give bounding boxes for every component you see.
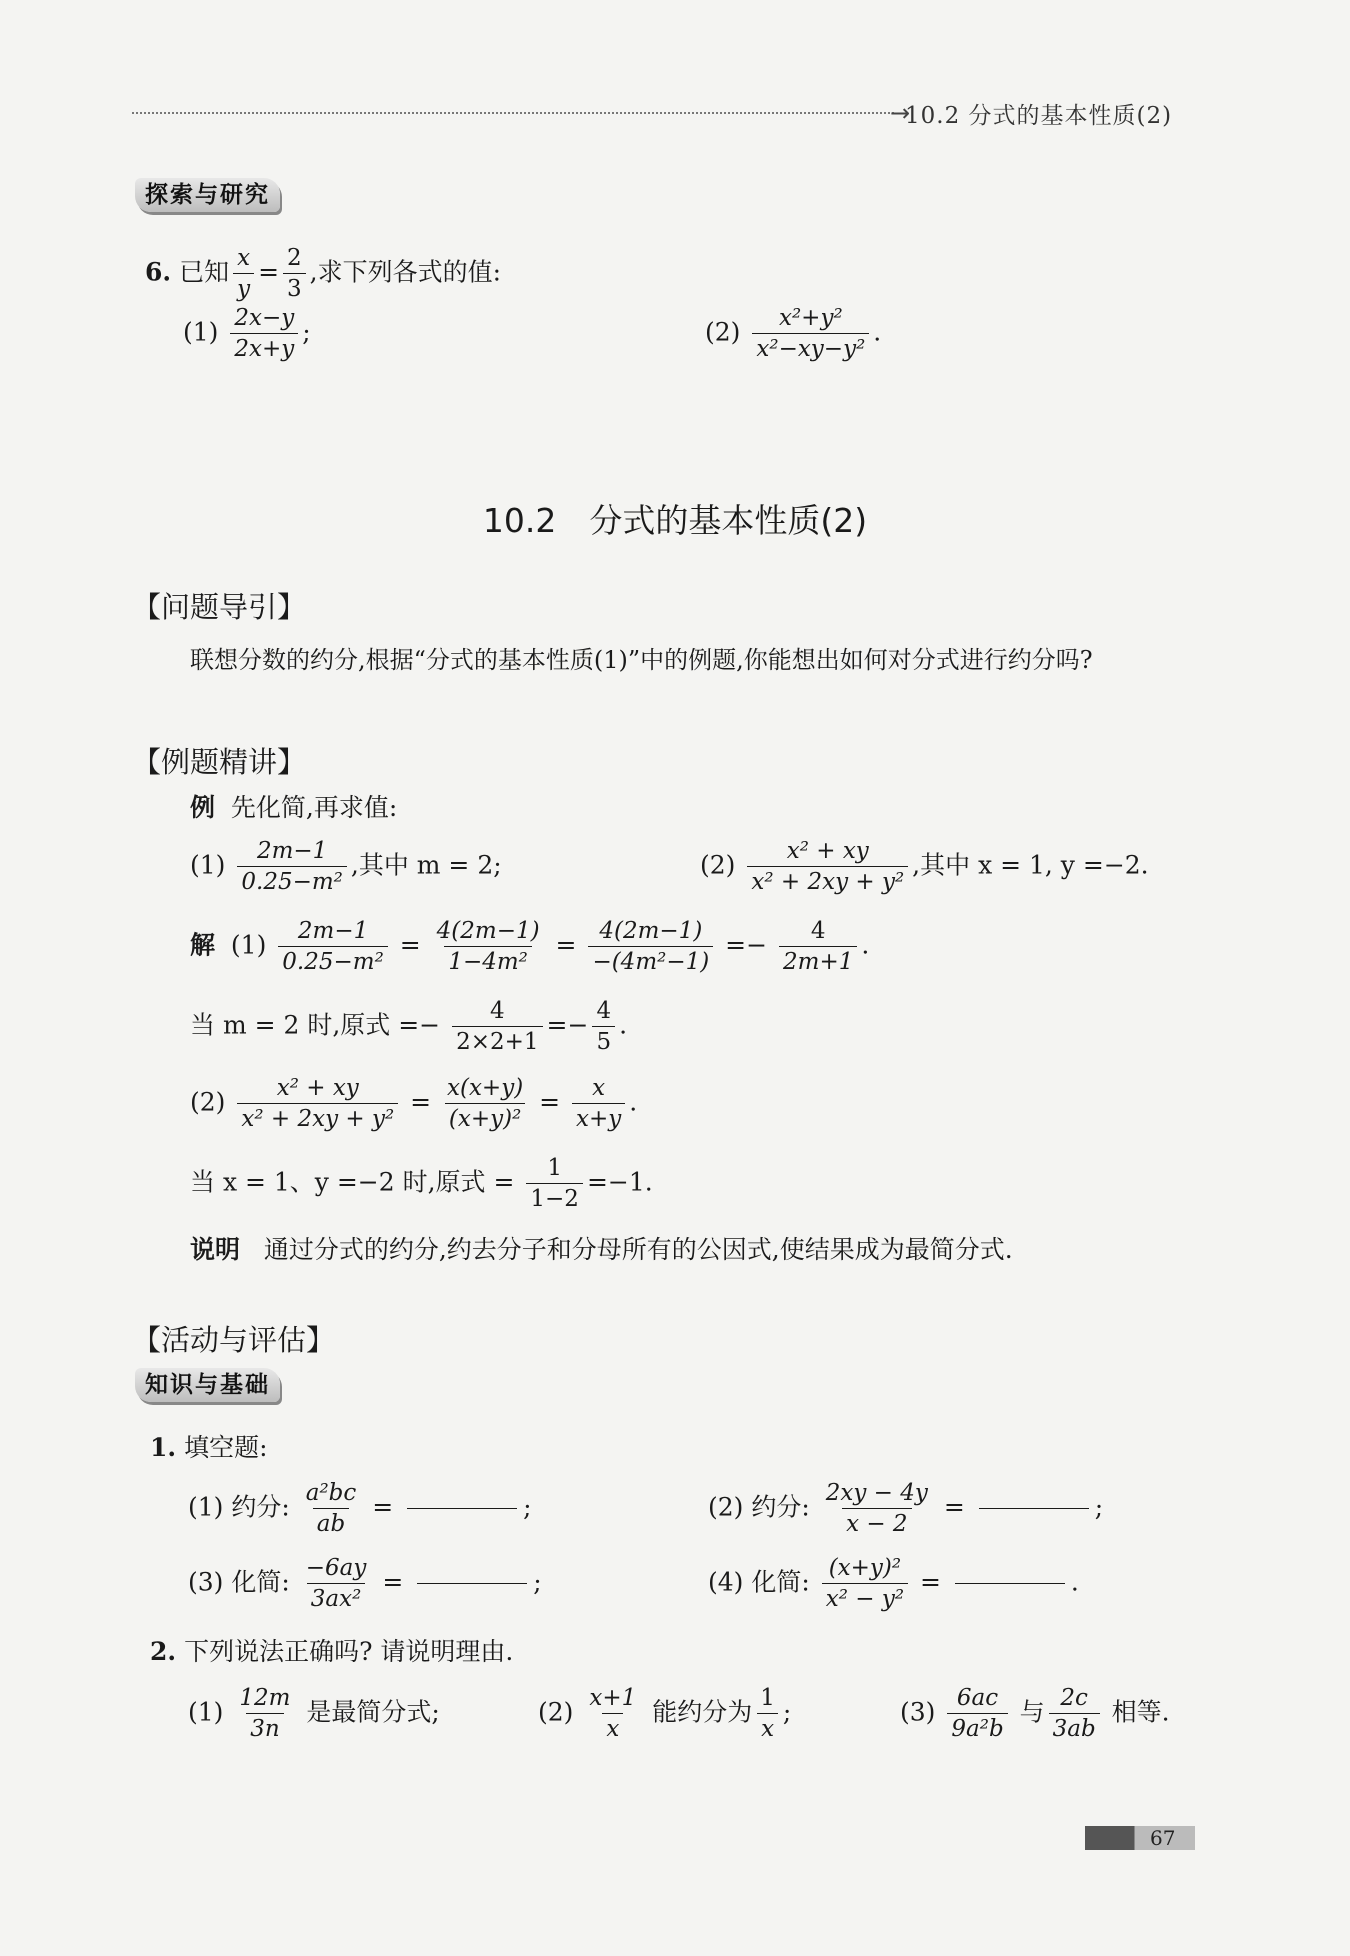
- header-rule: [132, 112, 894, 114]
- example-note: 说明 通过分式的约分,约去分子和分母所有的公因式,使结果成为最简分式.: [190, 1235, 1013, 1264]
- answer-blank[interactable]: [979, 1508, 1089, 1509]
- question-1-part-2: (2) 约分: $\frac{2xy - 4y}{x - 2}$ = ;: [708, 1480, 1104, 1538]
- solution-part-2-eval: 当 x = 1、y =−2 时,原式 = $\frac{1}{1-2}$ =−1.: [190, 1155, 653, 1213]
- page-number: 67: [1150, 1826, 1176, 1850]
- question-6: 6. 已知 $\frac{x}{y}$ = $\frac{2}{3}$ ,求下列各式的值:: [145, 245, 502, 303]
- knowledge-tag: 知识与基础: [135, 1368, 280, 1402]
- question-1: 1. 填空题:: [150, 1433, 268, 1462]
- solution-part-2: (2) $\frac{\text{x² + xy}}{\text{x² + 2xy + y²}}$ = $\frac{x(x+y)}{\text{(x+y)²}}$ = $\frac{x}{x+y}$ .: [190, 1075, 638, 1133]
- header-arrow-icon: →: [890, 99, 911, 127]
- question-2-part-3: (3) $\frac{6ac}{\text{9a²b}}$ 与 $\frac{2c}{3ab}$ 相等.: [900, 1685, 1170, 1743]
- question-2-part-1: (1) $\frac{12m}{3n}$ 是最简分式;: [188, 1685, 440, 1743]
- answer-blank[interactable]: [407, 1508, 517, 1509]
- example-heading: 【例题精讲】: [132, 745, 307, 779]
- question-6-part-2: (2) $\frac{\text{x²+y²}}{\text{x²−xy−y²}}$ .: [705, 305, 882, 363]
- guide-text: 联想分数的约分,根据“分式的基本性质(1)”中的例题,你能想出如何对分式进行约分吗?: [190, 646, 1093, 674]
- answer-blank[interactable]: [417, 1583, 527, 1584]
- question-2: 2. 下列说法正确吗? 请说明理由.: [150, 1637, 514, 1666]
- section-title: 10.2 分式的基本性质(2): [482, 501, 868, 540]
- solution-part-1-eval: 当 m = 2 时,原式 =− $\frac{4}{2\times 2+1}$ =− $\frac{4}{5}$ .: [190, 998, 628, 1056]
- question-1-part-3: (3) 化简: $\frac{-6ay}{\text{3ax²}}$ = ;: [188, 1555, 542, 1613]
- question-6-part-1: (1) $\frac{2x-y}{2x+y}$ ;: [183, 305, 311, 363]
- answer-blank[interactable]: [955, 1583, 1065, 1584]
- explore-tag: 探索与研究: [135, 178, 280, 212]
- example-intro: 例 先化简,再求值:: [190, 793, 398, 822]
- example-part-1: (1) $\frac{2m-1}{\text{0.25−m²}}$ ,其中 m = 2;: [190, 838, 502, 896]
- guide-heading: 【问题导引】: [132, 590, 307, 624]
- activity-heading: 【活动与评估】: [132, 1323, 336, 1357]
- running-header: 10.2 分式的基本性质(2): [905, 103, 1173, 129]
- question-1-part-4: (4) 化简: $\frac{\text{(x+y)²}}{\text{x² − y²}}$ = .: [708, 1555, 1079, 1613]
- example-part-2: (2) $\frac{\text{x² + xy}}{\text{x² + 2xy + y²}}$ ,其中 x = 1, y =−2.: [700, 838, 1149, 896]
- page-number-bar: [1085, 1826, 1195, 1850]
- question-2-part-2: (2) $\frac{x+1}{x}$ 能约分为 $\frac{1}{x}$ ;: [538, 1685, 792, 1743]
- question-1-part-1: (1) 约分: $\frac{\text{a²bc}}{ab}$ = ;: [188, 1480, 532, 1538]
- solution-part-1: 解 (1) $\frac{2m-1}{\text{0.25−m²}}$ = $\frac{4(2m-1)}{\text{1−4m²}}$ = $\frac{4(2m-1)}{\text{−(4m²−1)}}$ =− $\frac{4}{2m+1}$ .: [190, 918, 870, 976]
